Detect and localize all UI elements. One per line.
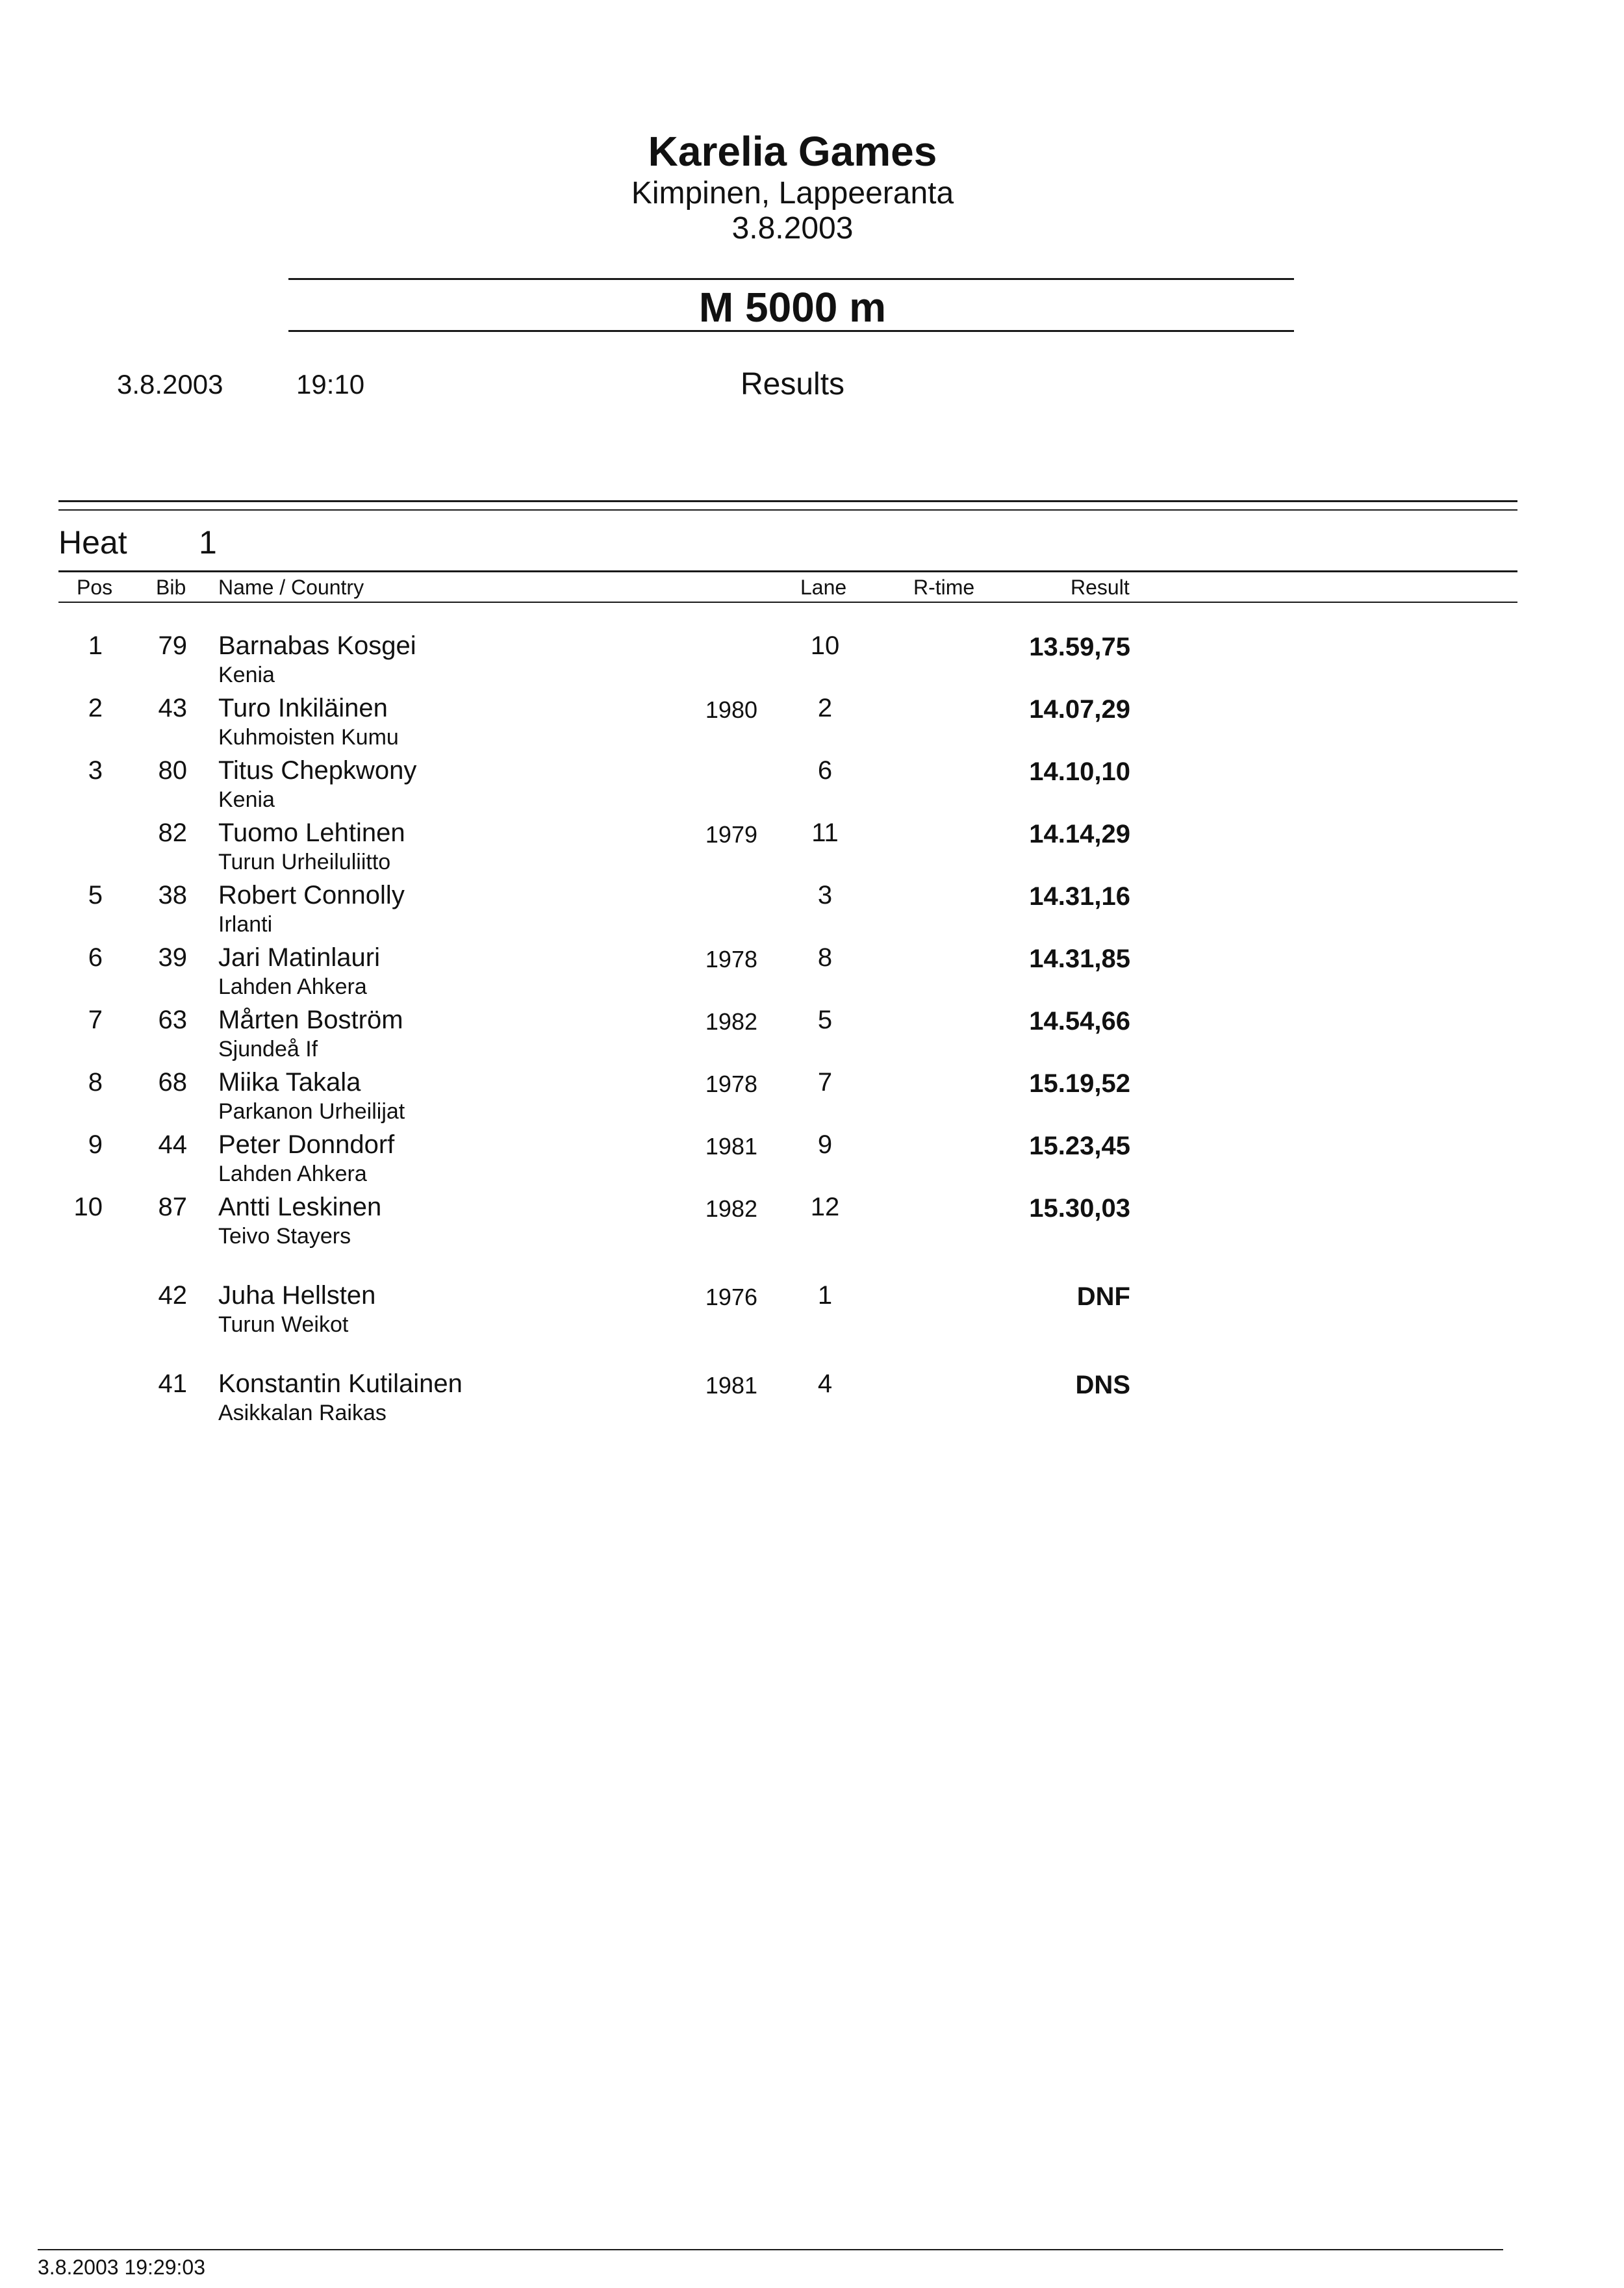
row-club: Lahden Ahkera	[218, 1162, 367, 1186]
row-lane: 1	[817, 1281, 833, 1310]
row-bib: 87	[158, 1193, 187, 1221]
row-lane: 4	[817, 1369, 833, 1398]
row-result: 14.31,16	[1029, 882, 1130, 911]
row-position: 6	[88, 943, 103, 972]
row-lane: 7	[817, 1068, 833, 1097]
row-bib: 63	[158, 1006, 187, 1034]
row-athlete-name: Turo Inkiläinen	[218, 694, 388, 722]
race-status: Results	[740, 367, 845, 401]
row-bib: 41	[158, 1369, 187, 1398]
row-lane: 2	[817, 694, 833, 722]
row-athlete-name: Jari Matinlauri	[218, 943, 380, 972]
row-club: Kuhmoisten Kumu	[218, 725, 399, 750]
row-position: 5	[88, 881, 103, 909]
row-lane: 11	[811, 819, 839, 847]
row-position: 9	[88, 1130, 103, 1159]
row-position: 3	[88, 756, 103, 785]
row-lane: 3	[817, 881, 833, 909]
row-result: DNS	[1075, 1371, 1130, 1399]
row-result: 13.59,75	[1029, 633, 1130, 661]
row-club: Asikkalan Raikas	[218, 1401, 387, 1425]
race-time: 19:10	[296, 369, 365, 400]
heat-number: 1	[199, 524, 217, 561]
col-rtime-header: R-time	[913, 576, 975, 599]
row-bib: 43	[158, 694, 187, 722]
row-birth-year: 1976	[705, 1284, 757, 1310]
row-bib: 80	[158, 756, 187, 785]
row-position: 10	[73, 1193, 103, 1221]
row-club: Teivo Stayers	[218, 1224, 351, 1249]
row-result: 15.23,45	[1029, 1132, 1130, 1160]
row-club: Turun Weikot	[218, 1312, 349, 1337]
race-title: M 5000 m	[698, 284, 887, 331]
row-athlete-name: Konstantin Kutilainen	[218, 1369, 463, 1398]
row-athlete-name: Barnabas Kosgei	[218, 631, 416, 660]
row-athlete-name: Tuomo Lehtinen	[218, 819, 405, 847]
row-club: Irlanti	[218, 912, 273, 937]
header-rule-top	[58, 570, 1517, 572]
row-bib: 82	[158, 819, 187, 847]
row-result: 14.10,10	[1029, 757, 1130, 786]
row-athlete-name: Juha Hellsten	[218, 1281, 376, 1310]
row-bib: 79	[158, 631, 187, 660]
col-lane-header: Lane	[800, 576, 847, 599]
row-lane: 5	[817, 1006, 833, 1034]
footer-rule	[38, 2249, 1503, 2250]
row-result: DNF	[1076, 1282, 1130, 1311]
row-lane: 6	[817, 756, 833, 785]
row-bib: 44	[158, 1130, 187, 1159]
event-title: Karelia Games	[648, 128, 937, 175]
row-athlete-name: Mårten Boström	[218, 1006, 403, 1034]
row-result: 14.54,66	[1029, 1007, 1130, 1036]
heat-rule-2	[58, 509, 1517, 511]
row-bib: 42	[158, 1281, 187, 1310]
row-birth-year: 1979	[705, 821, 757, 848]
col-pos-header: Pos	[77, 576, 113, 599]
footer-printed-time: 3.8.2003 19:29:03	[38, 2256, 206, 2279]
row-athlete-name: Miika Takala	[218, 1068, 361, 1097]
event-date: 3.8.2003	[731, 211, 854, 246]
row-birth-year: 1981	[705, 1372, 757, 1399]
event-venue: Kimpinen, Lappeeranta	[631, 176, 954, 210]
row-lane: 8	[817, 943, 833, 972]
row-position: 2	[88, 694, 103, 722]
row-position: 1	[88, 631, 103, 660]
row-bib: 39	[158, 943, 187, 972]
row-birth-year: 1980	[705, 696, 757, 723]
row-result: 15.19,52	[1029, 1069, 1130, 1098]
row-club: Kenia	[218, 663, 275, 687]
title-rule-top	[288, 278, 1294, 280]
row-club: Kenia	[218, 787, 275, 812]
row-lane: 10	[810, 631, 840, 660]
row-bib: 38	[158, 881, 187, 909]
col-bib-header: Bib	[156, 576, 186, 599]
row-athlete-name: Peter Donndorf	[218, 1130, 395, 1159]
row-birth-year: 1981	[705, 1133, 757, 1160]
row-birth-year: 1982	[705, 1195, 757, 1222]
heat-label: Heat	[58, 524, 127, 561]
row-result: 14.14,29	[1029, 820, 1130, 848]
row-result: 14.07,29	[1029, 695, 1130, 724]
row-club: Parkanon Urheilijat	[218, 1099, 405, 1124]
row-bib: 68	[158, 1068, 187, 1097]
row-birth-year: 1982	[705, 1008, 757, 1035]
row-position: 8	[88, 1068, 103, 1097]
col-name-header: Name / Country	[218, 576, 364, 599]
row-club: Lahden Ahkera	[218, 974, 367, 999]
row-lane: 9	[817, 1130, 833, 1159]
row-athlete-name: Antti Leskinen	[218, 1193, 382, 1221]
row-birth-year: 1978	[705, 946, 757, 972]
row-athlete-name: Robert Connolly	[218, 881, 405, 909]
heat-rule-1	[58, 500, 1517, 502]
row-club: Sjundeå If	[218, 1037, 318, 1061]
row-result: 14.31,85	[1029, 945, 1130, 973]
race-date: 3.8.2003	[117, 369, 223, 400]
row-result: 15.30,03	[1029, 1194, 1130, 1223]
header-rule-bottom	[58, 602, 1517, 603]
row-position: 7	[88, 1006, 103, 1034]
row-lane: 12	[810, 1193, 840, 1221]
title-rule-bottom	[288, 330, 1294, 332]
row-club: Turun Urheiluliitto	[218, 850, 391, 874]
row-birth-year: 1978	[705, 1071, 757, 1097]
col-result-header: Result	[1071, 576, 1130, 599]
row-athlete-name: Titus Chepkwony	[218, 756, 417, 785]
